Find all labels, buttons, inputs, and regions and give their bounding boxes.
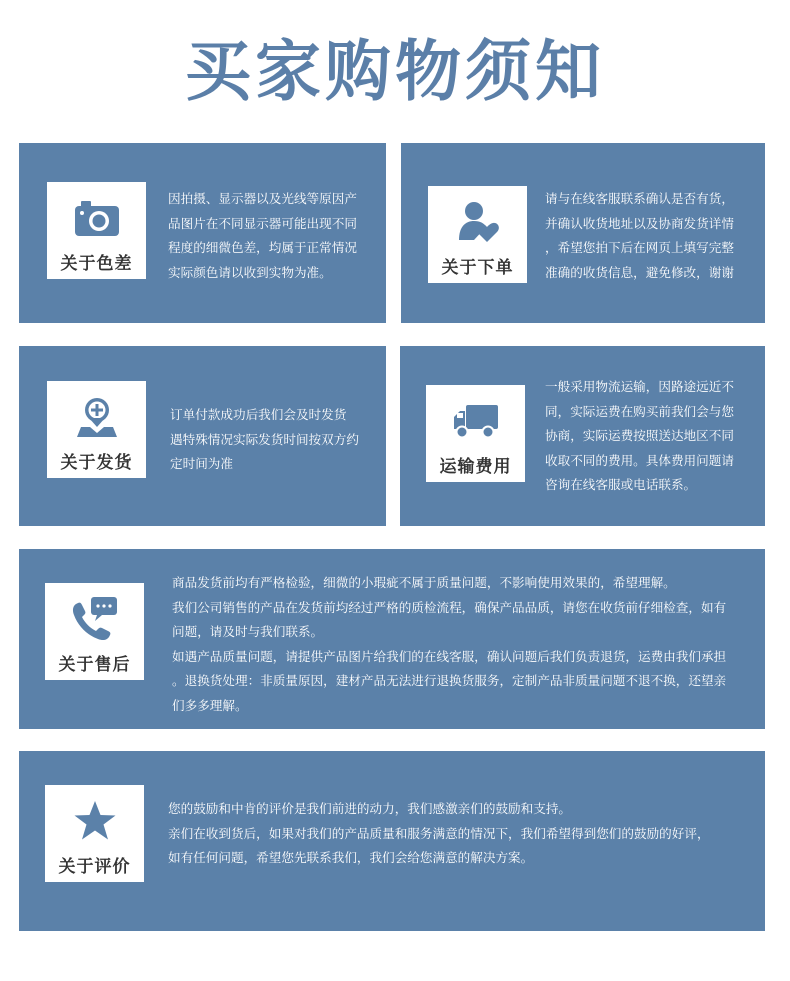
after-sales-panel <box>19 549 765 729</box>
phone-chat-icon <box>71 597 119 641</box>
text-line: 亲们在收到货后，如果对我们的产品质量和服务满意的情况下，我们希望得到您们的鼓励的好评， <box>168 825 710 841</box>
freight-text <box>545 375 760 498</box>
camera-icon <box>73 196 121 240</box>
text-line: 品图片在不同显示器可能出现不同 <box>168 215 357 231</box>
freight-label: 运输费用 <box>439 457 512 477</box>
reviews-text <box>168 797 758 871</box>
text-line: 如有任何问题，希望您先联系我们，我们会给您满意的解决方案。 <box>168 850 534 865</box>
freight-panel <box>400 346 765 526</box>
after-sales-label: 关于售后 <box>58 655 131 675</box>
ordering-badge <box>428 186 527 283</box>
text-line: 遇特殊情况实际发货时间按双方约 <box>170 431 359 447</box>
text-line: 们多多理解。 <box>172 697 248 713</box>
text-line: 定时间为准 <box>170 456 233 471</box>
text-line: 实际颜色请以收到实物为准。 <box>168 264 332 280</box>
page-title: 买家购物须知 <box>185 33 605 110</box>
reviews-label: 关于评价 <box>58 857 131 877</box>
text-line: 因拍摄、显示器以及光线等原因产 <box>168 191 357 206</box>
reviews-badge <box>45 785 144 882</box>
text-line: ，希望您拍下后在网页上填写完整 <box>545 240 734 255</box>
text-line: 问题，请及时与我们联系。 <box>172 624 324 639</box>
shipping-label: 关于发货 <box>60 453 133 473</box>
after-sales-badge <box>45 583 144 680</box>
shipping-text <box>170 403 380 477</box>
color-difference-panel <box>19 143 386 323</box>
text-line: 程度的细微色差，均属于正常情况 <box>168 240 357 255</box>
text-line: 订单付款成功后我们会及时发货 <box>170 407 347 422</box>
user-heart-icon <box>454 200 502 244</box>
reviews-panel <box>19 751 765 931</box>
text-line: 如遇产品质量问题，请提供产品图片给我们的在线客服，确认问题后我们负责退货，运费由我们承担 <box>172 648 727 664</box>
shipping-badge <box>47 381 146 478</box>
text-line: 咨询在线客服或电话联系。 <box>545 477 697 492</box>
after-sales-text <box>172 571 762 718</box>
ordering-label: 关于下单 <box>441 258 514 278</box>
text-line: 我们公司销售的产品在发货前均经过严格的质检流程，确保产品品质，请您在收货前仔细检查，如有 <box>172 599 727 615</box>
text-line: 。退换货处理：非质量原因，建材产品无法进行退换货服务，定制产品非质量问题不退不换，还望亲 <box>172 673 727 688</box>
ordering-text <box>545 187 760 285</box>
star-icon <box>71 799 119 843</box>
freight-badge <box>426 385 525 482</box>
text-line: 并确认收货地址以及协商发货详情 <box>545 215 734 231</box>
text-line: 您的鼓励和中肯的评价是我们前进的动力，我们感激亲们的鼓励和支持。 <box>168 801 571 816</box>
map-location-icon <box>73 395 121 439</box>
truck-icon <box>452 399 500 443</box>
color-difference-text <box>168 187 378 285</box>
text-line: 一般采用物流运输，因路途远近不 <box>545 379 734 394</box>
color-difference-label: 关于色差 <box>60 254 133 274</box>
text-line: 同，实际运费在购买前我们会与您 <box>545 403 734 419</box>
text-line: 请与在线客服联系确认是否有货， <box>545 191 734 206</box>
text-line: 商品发货前均有严格检验，细微的小瑕疵不属于质量问题，不影响使用效果的，希望理解。 <box>172 575 676 590</box>
shipping-panel <box>19 346 386 526</box>
color-difference-badge <box>47 182 146 279</box>
text-line: 收取不同的费用。具体费用问题请 <box>545 452 734 468</box>
text-line: 准确的收货信息，避免修改，谢谢 <box>545 264 734 280</box>
ordering-panel <box>401 143 765 323</box>
text-line: 协商，实际运费按照送达地区不同 <box>545 428 734 443</box>
